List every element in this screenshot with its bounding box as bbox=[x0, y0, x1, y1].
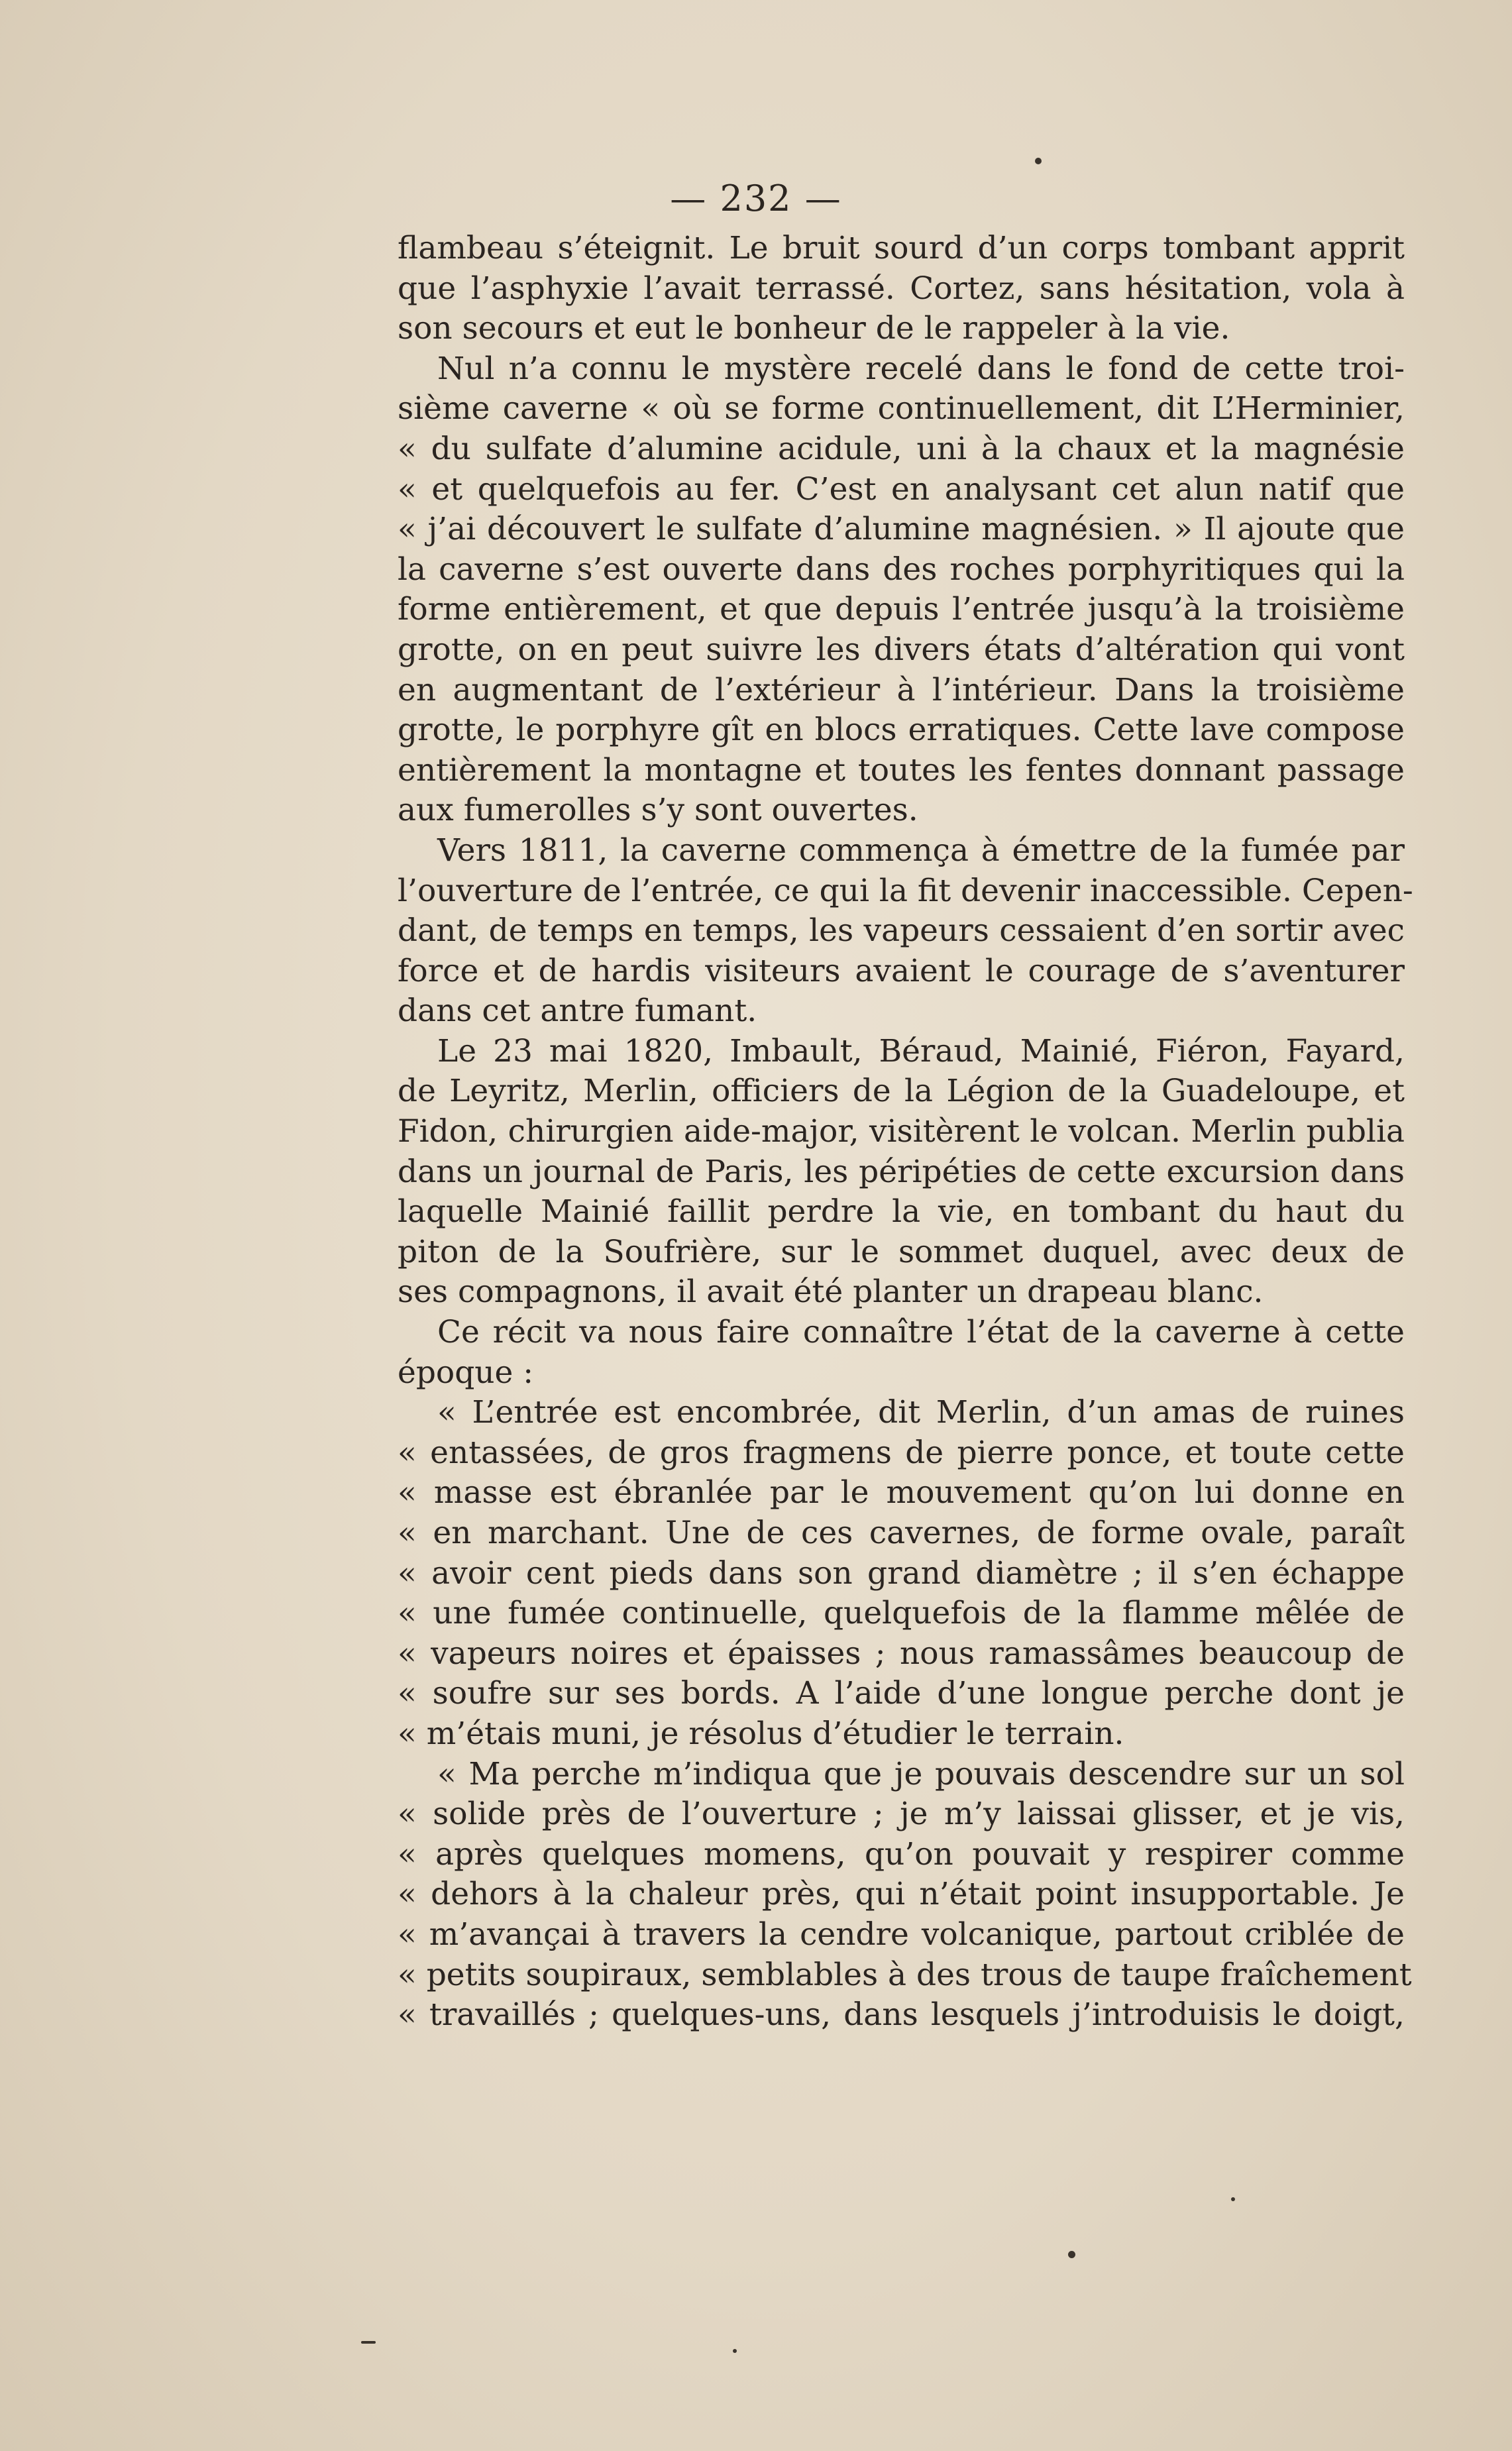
text-line: de Leyritz, Merlin, officiers de la Légion de la Guadeloupe, et bbox=[398, 1073, 1405, 1110]
text-line: grotte, le porphyre gît en blocs erratiques. Cette lave compose bbox=[398, 712, 1405, 749]
ink-speck bbox=[733, 2349, 737, 2353]
text-line: la caverne s’est ouverte dans des roches porphyritiques qui la bbox=[398, 551, 1405, 588]
text-line: aux fumerolles s’y sont ouvertes. bbox=[398, 792, 918, 829]
text-line: entièrement la montagne et toutes les fentes donnant passage bbox=[398, 751, 1405, 789]
text-line: « j’ai découvert le sulfate d’alumine magnésien. » Il ajoute que bbox=[398, 511, 1405, 548]
text-line: piton de la Soufrière, sur le sommet duquel, avec deux de bbox=[398, 1233, 1405, 1270]
text-line: Fidon, chirurgien aide-major, visitèrent le volcan. Merlin publia bbox=[398, 1113, 1405, 1150]
text-line: son secours et eut le bonheur de le rappeler à la vie. bbox=[398, 310, 1230, 347]
text-line: « petits soupiraux, semblables à des trous de taupe fraîchement bbox=[398, 1956, 1412, 1993]
text-line: « masse est ébranlée par le mouvement qu’on lui donne en bbox=[398, 1474, 1405, 1511]
text-line: que l’asphyxie l’avait terrassé. Cortez, sans hésitation, vola à bbox=[398, 270, 1405, 307]
text-line: dans cet antre fumant. bbox=[398, 993, 757, 1030]
text-line: l’ouverture de l’entrée, ce qui la fit devenir inaccessible. Cepen- bbox=[398, 872, 1413, 909]
ink-speck bbox=[361, 2341, 376, 2344]
text-line: Vers 1811, la caverne commença à émettre de la fumée par bbox=[437, 832, 1405, 869]
text-line: « et quelquefois au fer. C’est en analysant cet alun natif que bbox=[398, 470, 1405, 508]
text-line: laquelle Mainié faillit perdre la vie, en tombant du haut du bbox=[398, 1193, 1405, 1230]
text-line: « travaillés ; quelques-uns, dans lesquels j’introduisis le doigt, bbox=[398, 1996, 1405, 2034]
ink-speck bbox=[1068, 2251, 1075, 2258]
text-line: en augmentant de l’extérieur à l’intérieur. Dans la troisième bbox=[398, 671, 1405, 708]
text-line: « après quelques momens, qu’on pouvait y respirer comme bbox=[398, 1835, 1405, 1873]
text-line: Ce récit va nous faire connaître l’état de la caverne à cette bbox=[437, 1314, 1405, 1351]
text-line: force et de hardis visiteurs avaient le courage de s’aventurer bbox=[398, 952, 1405, 989]
text-line: « avoir cent pieds dans son grand diamètre ; il s’en échappe bbox=[398, 1554, 1405, 1592]
text-line: ses compagnons, il avait été planter un drapeau blanc. bbox=[398, 1274, 1264, 1311]
text-line: « une fumée continuelle, quelquefois de la flamme mêlée de bbox=[398, 1595, 1405, 1632]
text-line: Le 23 mai 1820, Imbault, Béraud, Mainié, Fiéron, Fayard, bbox=[437, 1032, 1405, 1069]
text-line: Nul n’a connu le mystère recelé dans le fond de cette troi- bbox=[437, 350, 1405, 387]
text-line: grotte, on en peut suivre les divers états d’altération qui vont bbox=[398, 631, 1405, 668]
text-line: « en marchant. Une de ces cavernes, de forme ovale, paraît bbox=[398, 1515, 1405, 1551]
text-line: « vapeurs noires et épaisses ; nous ramassâmes beaucoup de bbox=[398, 1635, 1405, 1672]
text-line: « dehors à la chaleur près, qui n’était point insupportable. Je bbox=[398, 1876, 1405, 1913]
text-line: « Ma perche m’indiqua que je pouvais descendre sur un sol bbox=[437, 1755, 1405, 1792]
page-number: — 232 — bbox=[670, 178, 842, 219]
text-line: « m’avançai à travers la cendre volcanique, partout criblée de bbox=[398, 1916, 1405, 1953]
body-text bbox=[398, 229, 1413, 2036]
text-line: « m’étais muni, je résolus d’étudier le terrain. bbox=[398, 1715, 1124, 1752]
ink-speck bbox=[1035, 158, 1042, 164]
text-line: dant, de temps en temps, les vapeurs cessaient d’en sortir avec bbox=[398, 912, 1405, 950]
text-line: dans un journal de Paris, les péripéties de cette excursion dans bbox=[398, 1153, 1405, 1190]
text-line: « du sulfate d’alumine acidule, uni à la chaux et la magnésie bbox=[398, 430, 1405, 467]
text-line: « soufre sur ses bords. A l’aide d’une longue perche dont je bbox=[398, 1675, 1405, 1712]
ink-speck bbox=[1231, 2197, 1235, 2201]
text-line: sième caverne « où se forme continuellement, dit L’Herminier, bbox=[398, 390, 1405, 427]
text-line: « solide près de l’ouverture ; je m’y laissai glisser, et je vis, bbox=[398, 1796, 1405, 1833]
text-line: forme entièrement, et que depuis l’entrée jusqu’à la troisième bbox=[398, 591, 1405, 628]
text-line: flambeau s’éteignit. Le bruit sourd d’un corps tombant apprit bbox=[398, 230, 1405, 266]
text-line: « L’entrée est encombrée, dit Merlin, d’un amas de ruines bbox=[437, 1394, 1405, 1431]
text-line: époque : bbox=[398, 1354, 534, 1391]
text-line: « entassées, de gros fragmens de pierre ponce, et toute cette bbox=[398, 1434, 1405, 1471]
